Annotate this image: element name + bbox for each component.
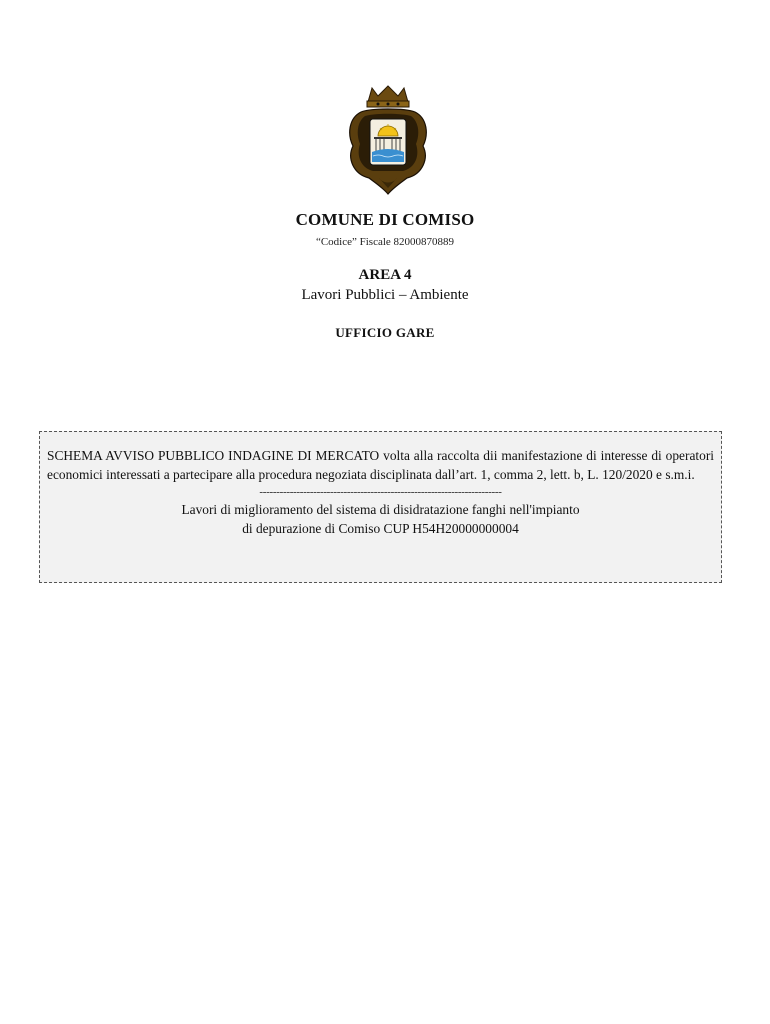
notice-box: [39, 431, 722, 583]
notice-heading-rest: volta alla raccolta dii manifestazione di interesse di operatori economici interessati a partecipare alla procedura negoziata disciplinata dall’art. 1, comma 2, lett. b, L. 120/2020 e s.m.i.: [47, 448, 715, 482]
crown-icon: [367, 86, 409, 107]
work-line-2: di depurazione di Comiso CUP H54H20000000004: [242, 521, 519, 536]
work-description: [47, 500, 714, 538]
department-name: Lavori Pubblici – Ambiente: [301, 287, 469, 303]
fiscal-code: “Codice” Fiscale 82000870889: [315, 236, 455, 248]
office-name: UFFICIO GARE: [335, 325, 435, 340]
notice-intro: [47, 446, 714, 484]
area-heading: AREA 4: [358, 267, 412, 283]
work-line-1: Lavori di miglioramento del sistema di disidratazione fanghi nell'impianto: [181, 502, 580, 517]
separator-line: ------------------------------------------------------------------------: [259, 486, 502, 498]
crest-icon: [343, 84, 433, 196]
notice-heading-caps: SCHEMA AVVISO PUBBLICO INDAGINE DI MERCATO: [47, 448, 380, 463]
page-title: COMUNE DI COMISO: [295, 210, 475, 229]
